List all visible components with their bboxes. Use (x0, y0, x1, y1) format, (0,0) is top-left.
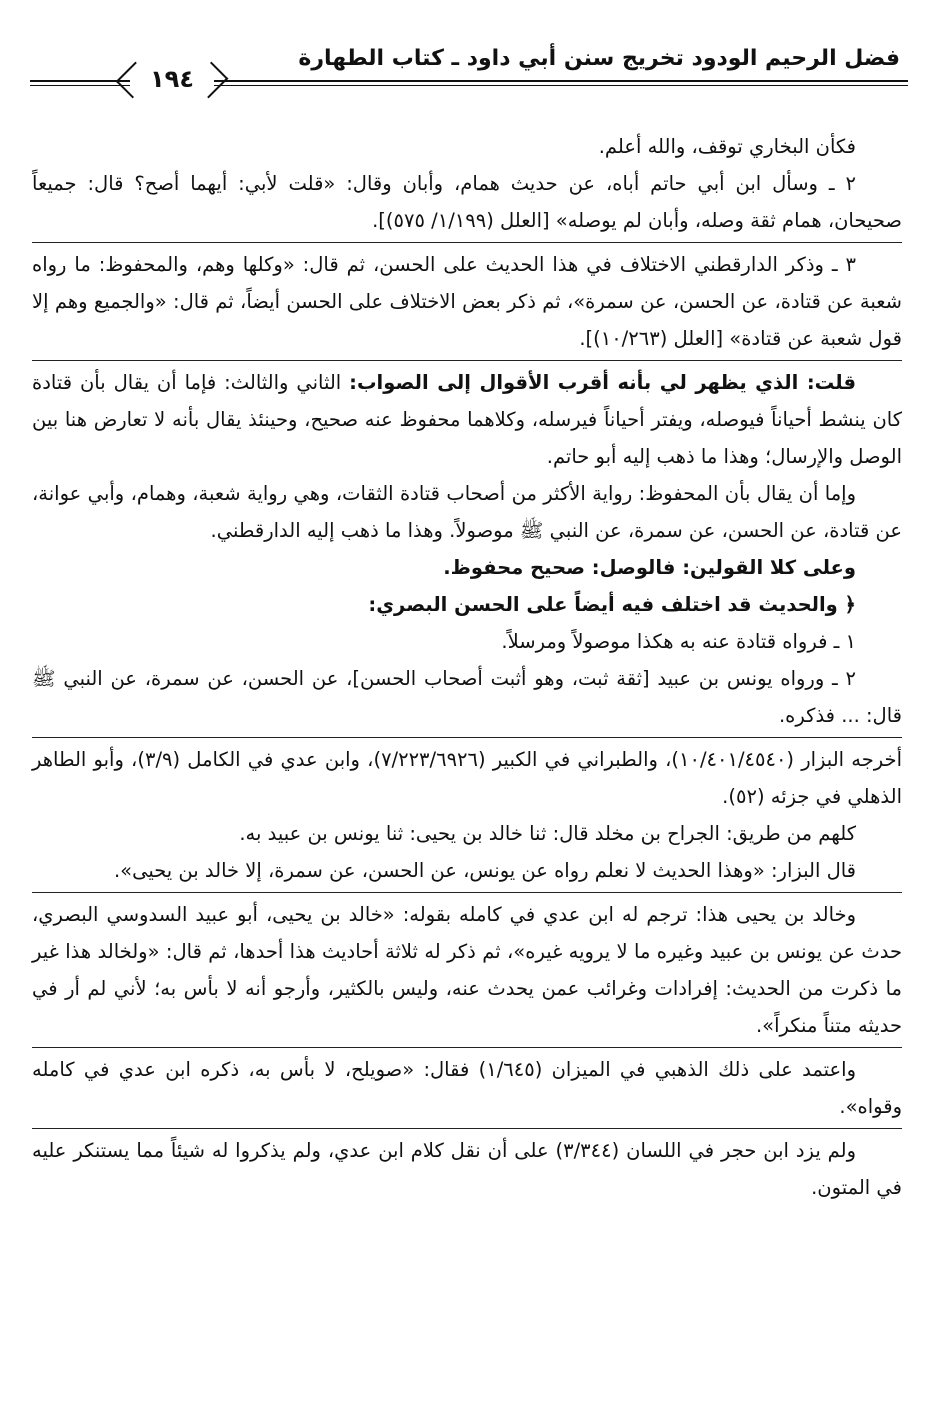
paragraph-divider (32, 737, 902, 738)
paragraph: ١ ـ فرواه قتادة عنه به هكذا موصولاً ومرسلاً. (501, 630, 856, 653)
paragraph-text: الثاني والثالث: فإما أن يقال بأن قتادة كان ينشط أحياناً فيوصله، ويفتر أحياناً فيرسله، وكلاهما محفوظ عنه صحيح، وحينئذ يقال بأنه لا تعارض هنا بين الوصل والإرسال؛ وهذا ما ذهب إليه أبو حاتم. (32, 371, 902, 468)
paragraph-divider (32, 1047, 902, 1048)
body-text (32, 128, 902, 1206)
bold-text: وعلى كلا القولين: فالوصل: صحيح محفوظ. (443, 556, 856, 579)
paragraph-bold (32, 549, 902, 586)
paragraph (32, 364, 902, 475)
paragraph: أخرجه البزار (١٠/٤٠١/٤٥٤٠)، والطبراني في الكبير (٧/٢٢٣/٦٩٢٦)، وابن عدي في الكامل (٣/٩)، وأبو الطاهر الذهلي في جزئه (٥٢). (32, 748, 902, 808)
bold-lead: قلت: الذي يظهر لي بأنه أقرب الأقوال إلى الصواب: (349, 371, 857, 394)
paragraph: ٢ ـ ورواه يونس بن عبيد [ثقة ثبت، وهو أثبت أصحاب الحسن]، عن الحسن، عن سمرة، عن النبي ﷺ قال: ... فذكره. (32, 667, 902, 727)
paragraph: واعتمد على ذلك الذهبي في الميزان (١/٦٤٥) فقال: «صويلح، لا بأس به، ذكره ابن عدي في كامله وقواه». (32, 1058, 902, 1118)
paragraph-divider (32, 892, 902, 893)
paragraph: ولم يزد ابن حجر في اللسان (٣/٣٤٤) على أن نقل كلام ابن عدي، ولم يذكروا له شيئاً مما يستنكر عليه في المتون. (32, 1139, 902, 1199)
paragraph: قال البزار: «وهذا الحديث لا نعلم رواه عن يونس، عن الحسن، عن سمرة، إلا خالد بن يحيى». (113, 859, 856, 882)
paragraph: ٢ ـ وسأل ابن أبي حاتم أباه، عن حديث همام، وأبان وقال: «قلت لأبي: أيهما أصح؟ قال: جميعاً صحيحان، همام ثقة وصله، وأبان لم يوصله» [العلل (١/١٩٩/ ٥٧٥)]. (32, 172, 902, 232)
paragraph-divider (32, 360, 902, 361)
page-number-ornament (130, 62, 214, 100)
paragraph: وإما أن يقال بأن المحفوظ: رواية الأكثر من أصحاب قتادة الثقات، وهي رواية شعبة، وهمام، وأبي عوانة، عن قتادة، عن الحسن، عن سمرة، عن النبي ﷺ موصولاً. وهذا ما ذهب إليه الدارقطني. (32, 482, 902, 542)
running-title: فضل الرحيم الودود تخريج سنن أبي داود ـ كتاب الطهارة (298, 46, 900, 71)
paragraph-divider (32, 1128, 902, 1129)
paragraph-bold (32, 586, 902, 623)
paragraph: ٣ ـ وذكر الدارقطني الاختلاف في هذا الحديث على الحسن، ثم قال: «وكلها وهم، والمحفوظ: ما رواه شعبة عن قتادة، عن الحسن، عن سمرة»، ثم ذكر بعض الاختلاف على الحسن أيضاً، ثم قال: «والجميع وهم إلا قول شعبة عن قتادة» [العلل (١٠/٢٦٣)]. (32, 253, 902, 350)
page-number-frame (130, 62, 214, 98)
bold-text: ﴿ والحديث قد اختلف فيه أيضاً على الحسن البصري: (368, 593, 856, 616)
paragraph: كلهم من طريق: الجراح بن مخلد قال: ثنا خالد بن يحيى: ثنا يونس بن عبيد به. (239, 822, 856, 845)
paragraph-divider (32, 242, 902, 243)
page-number: ١٩٤ (150, 65, 194, 93)
paragraph: وخالد بن يحيى هذا: ترجم له ابن عدي في كامله بقوله: «خالد بن يحيى، أبو عبيد السدوسي البصري، حدث عن يونس بن عبيد وغيره ما لا يرويه غيره»، ثم ذكر له ثلاثة أحاديث هذا أحدها، ثم قال: «ولخالد هذا غير ما ذكرت من الحديث: إفرادات وغرائب عمن يحدث عنه، وليس بالكثير، وأرجو أنه لا بأس به؛ لأني لم أر في حديثه متناً منكراً». (32, 903, 902, 1037)
paragraph: فكأن البخاري توقف، والله أعلم. (598, 135, 856, 158)
